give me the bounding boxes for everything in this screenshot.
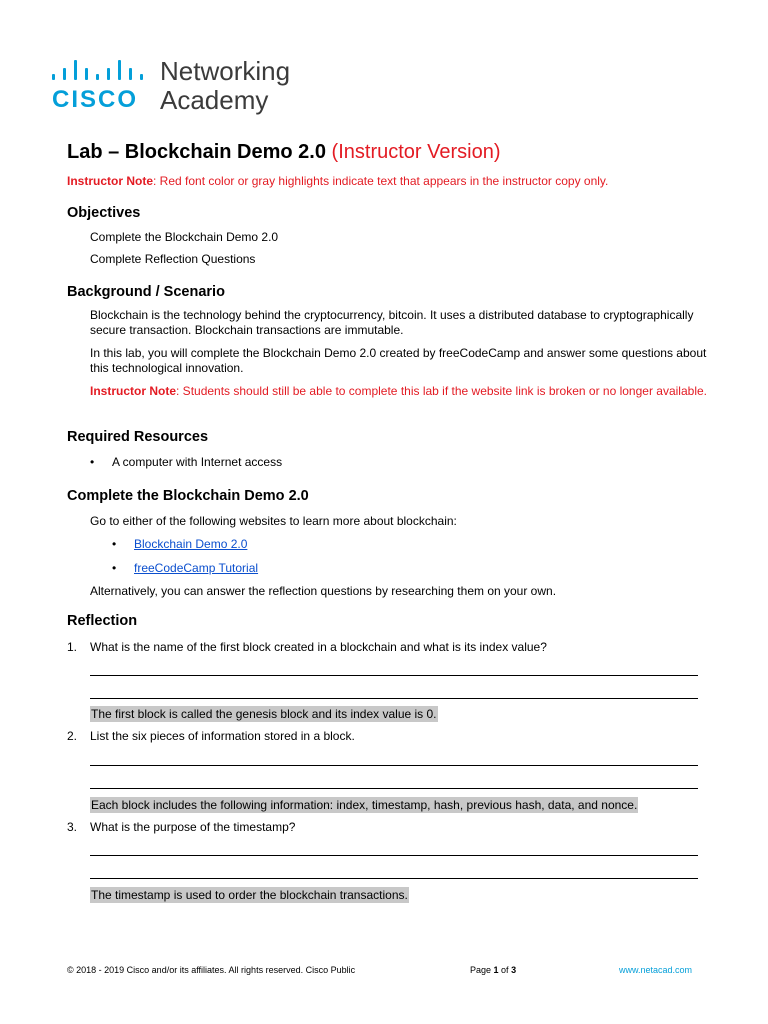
answer-line[interactable] [90,765,698,766]
page-label: Page [470,965,494,975]
cisco-bridge-icon [52,58,150,80]
answer-highlight: Each block includes the following information: index, timestamp, hash, previous hash, data, and nonce. [91,798,638,812]
freecodecamp-tutorial-link[interactable]: freeCodeCamp Tutorial [134,561,259,575]
title-main: Lab – Blockchain Demo 2.0 [67,141,326,163]
background-paragraph-1: Blockchain is the technology behind the cryptocurrency, bitcoin. It uses a distributed database to cryptographically secure transaction. Blockchain transactions are immutable. [90,308,694,337]
instructor-note-label: Instructor Note [67,174,154,188]
question-text: What is the purpose of the timestamp? [90,820,296,834]
resources-heading: Required Resources [67,429,209,445]
bullet-icon: • [112,537,117,551]
logo-cisco-wordmark: CISCO [52,86,139,113]
question-text: What is the name of the first block created in a blockchain and what is its index value? [90,640,547,654]
question-number: 1. [67,640,78,654]
answer-highlight: The first block is called the genesis block and its index value is 0. [91,707,437,721]
question-text: List the six pieces of information stored in a block. [90,729,355,743]
answer-highlight: The timestamp is used to order the blockchain transactions. [91,888,408,902]
question-number: 3. [67,820,78,834]
instructor-note-text: : Red font color or gray highlights indicate text that appears in the instructor copy only. [153,174,609,188]
list-item [112,561,258,575]
blockchain-demo-link[interactable]: Blockchain Demo 2.0 [134,537,248,551]
list-item [112,537,247,551]
instructor-note-top [67,174,608,188]
background-paragraph-2: In this lab, you will complete the Blockchain Demo 2.0 created by freeCodeCamp and answer some questions about this technological innovation. [90,346,707,375]
objective-item: Complete Reflection Questions [90,252,256,266]
objective-item: Complete the Blockchain Demo 2.0 [90,230,279,244]
page-title [67,141,501,164]
page-of: of [498,965,512,975]
instructor-note-label: Instructor Note [90,384,177,398]
instructor-note-text: : Students should still be able to complete this lab if the website link is broken or no longer available. [176,384,707,398]
bullet-icon: • [112,561,117,575]
answer-line[interactable] [90,698,698,699]
title-version: (Instructor Version) [331,141,501,163]
reflection-heading: Reflection [67,613,138,629]
logo-academy-text: Academy [160,85,269,115]
footer-url-link[interactable]: www.netacad.com [619,965,693,975]
demo-alternative: Alternatively, you can answer the reflection questions by researching them on your own. [90,584,557,598]
answer-line[interactable] [90,788,698,789]
answer-line[interactable] [90,878,698,879]
question-number: 2. [67,729,78,743]
demo-intro: Go to either of the following websites to learn more about blockchain: [90,514,457,528]
page-current: 1 [493,965,499,975]
objectives-heading: Objectives [67,205,141,221]
bullet-icon: • [90,455,95,469]
answer-line[interactable] [90,855,698,856]
instructor-note-background [90,384,710,399]
footer-page-number [470,965,516,975]
background-heading: Background / Scenario [67,284,225,300]
resource-text: A computer with Internet access [112,455,283,469]
list-item [90,455,282,469]
demo-heading: Complete the Blockchain Demo 2.0 [67,488,309,504]
cisco-networking-academy-logo [52,58,312,118]
page-total: 3 [511,965,517,975]
footer-copyright: © 2018 - 2019 Cisco and/or its affiliates. All rights reserved. Cisco Public [67,965,356,975]
answer-line[interactable] [90,675,698,676]
logo-networking-text: Networking [160,56,291,86]
